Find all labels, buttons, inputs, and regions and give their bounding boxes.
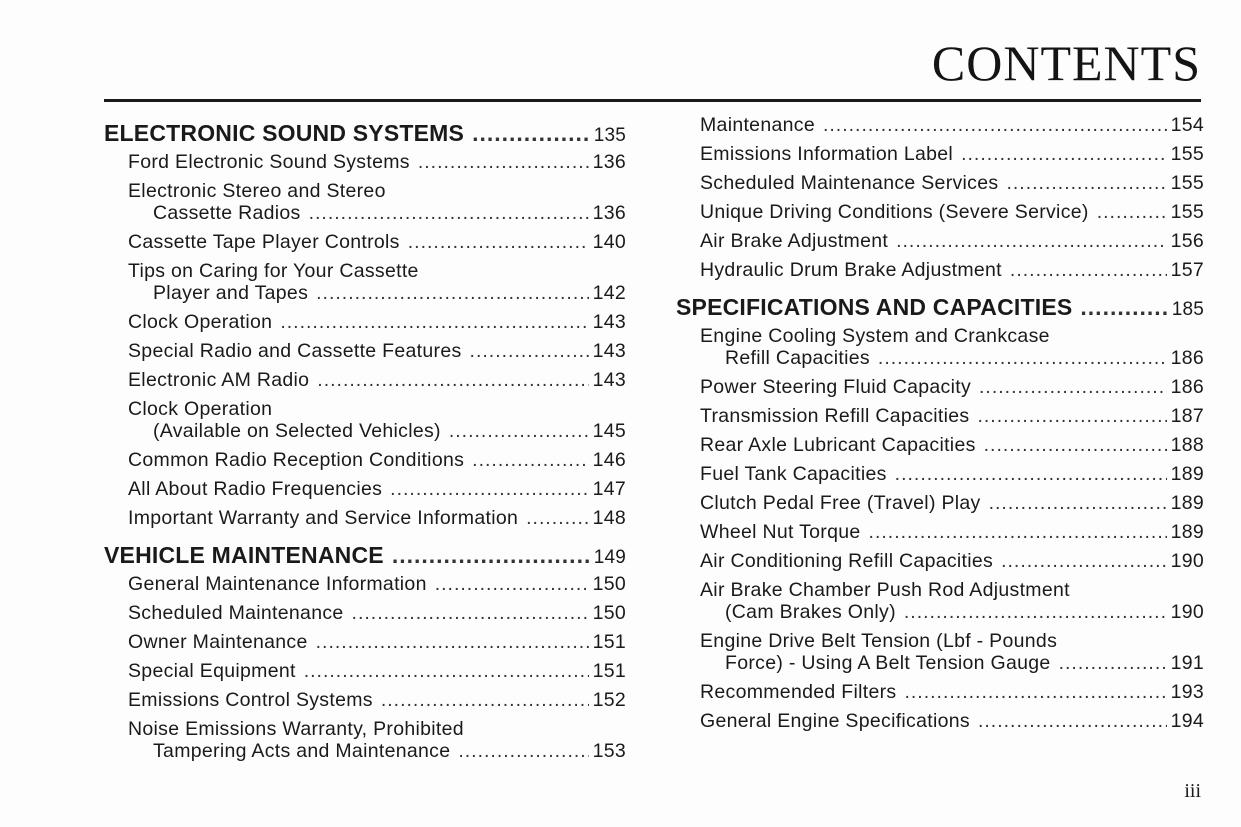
entry-title: All About Radio Frequencies: [128, 478, 383, 500]
entry-line: [128, 478, 626, 500]
toc-entry[interactable]: [676, 376, 1204, 398]
entry-page: 186: [1170, 347, 1204, 369]
entry-title: General Engine Specifications: [700, 710, 970, 732]
entry-title: Scheduled Maintenance Services: [700, 172, 999, 194]
dot-leader: [961, 143, 1167, 165]
entry-line: [700, 259, 1204, 281]
entry-line: [700, 230, 1204, 252]
entry-page: 191: [1170, 652, 1204, 674]
entry-line: [700, 143, 1204, 165]
entry-title: Clutch Pedal Free (Travel) Play: [700, 492, 981, 514]
toc-entry[interactable]: [104, 478, 626, 500]
toc-entry[interactable]: [104, 398, 626, 442]
entry-line: [700, 172, 1204, 194]
toc-entry[interactable]: [104, 340, 626, 362]
entry-title: Scheduled Maintenance: [128, 602, 344, 624]
entry-line: [700, 521, 1204, 543]
dot-leader: [984, 434, 1167, 456]
entry-line: [128, 202, 626, 224]
toc-entry[interactable]: [676, 172, 1204, 194]
toc-entry[interactable]: [676, 681, 1204, 703]
entry-title: Refill Capacities: [725, 347, 870, 369]
entry-page: 193: [1170, 681, 1204, 703]
entry-title: (Available on Selected Vehicles): [153, 420, 441, 442]
entry-page: 152: [592, 689, 626, 711]
entry-line: [700, 201, 1204, 223]
entry-line: [128, 420, 626, 442]
entry-title: General Maintenance Information: [128, 573, 427, 595]
toc-section-heading[interactable]: [676, 288, 1204, 325]
entry-title: Engine Cooling System and Crankcase: [700, 325, 1050, 347]
entry-page: 189: [1170, 521, 1204, 543]
dot-leader: [1059, 652, 1167, 674]
section-page: 149: [593, 547, 626, 568]
entry-page: 148: [592, 507, 626, 529]
dot-leader: [418, 151, 589, 173]
toc-column-left: [104, 114, 626, 769]
toc-entry[interactable]: [104, 151, 626, 173]
entry-page: 143: [592, 369, 626, 391]
entry-page: 187: [1170, 405, 1204, 427]
entry-title: Emissions Information Label: [700, 143, 954, 165]
entry-title: Air Brake Adjustment: [700, 230, 889, 252]
entry-line: [128, 282, 626, 304]
toc-entry[interactable]: [676, 405, 1204, 427]
toc-entry[interactable]: [676, 630, 1204, 674]
entry-title: Wheel Nut Torque: [700, 521, 861, 543]
entry-title: Clock Operation: [128, 398, 273, 420]
entry-page: 156: [1170, 230, 1204, 252]
entry-page: 151: [592, 631, 626, 653]
dot-leader: [904, 681, 1166, 703]
toc-entry[interactable]: [104, 602, 626, 624]
entry-title: Cassette Tape Player Controls: [128, 231, 400, 253]
entry-title: Hydraulic Drum Brake Adjustment: [700, 259, 1002, 281]
entry-line: [128, 449, 626, 471]
toc-entry[interactable]: [104, 507, 626, 529]
page-number: iii: [1184, 780, 1201, 802]
dot-leader: [1006, 172, 1166, 194]
entry-line: [700, 550, 1204, 572]
dot-leader: [449, 420, 589, 442]
entry-line: [700, 405, 1204, 427]
toc-entry[interactable]: [104, 689, 626, 711]
dot-leader: [280, 311, 588, 333]
entry-line: [700, 463, 1204, 485]
section-page: 135: [593, 125, 626, 146]
entry-page: 150: [592, 602, 626, 624]
entry-page: 143: [592, 340, 626, 362]
dot-leader: [381, 689, 589, 711]
entry-line: [128, 507, 626, 529]
entry-line: [128, 660, 626, 682]
toc-section-heading[interactable]: [104, 114, 626, 151]
toc-entry[interactable]: [676, 463, 1204, 485]
toc-entry[interactable]: [104, 631, 626, 653]
entry-page: 143: [592, 311, 626, 333]
dot-leader: [895, 463, 1167, 485]
entry-page: 155: [1170, 201, 1204, 223]
toc-entry[interactable]: [676, 201, 1204, 223]
entry-page: 155: [1170, 143, 1204, 165]
entry-title: Clock Operation: [128, 311, 273, 333]
entry-title: Common Radio Reception Conditions: [128, 449, 465, 471]
entry-title: Player and Tapes: [153, 282, 309, 304]
section-page: 185: [1171, 299, 1204, 320]
toc-section-heading[interactable]: [104, 536, 626, 573]
entry-line: [700, 652, 1204, 674]
toc-column-right: [676, 114, 1204, 739]
entry-page: 190: [1170, 601, 1204, 623]
toc-entry[interactable]: [104, 260, 626, 304]
entry-title: Fuel Tank Capacities: [700, 463, 887, 485]
dot-leader: [304, 660, 589, 682]
dot-leader: [472, 449, 588, 471]
entry-line: [128, 151, 626, 173]
dot-leader: [977, 405, 1166, 427]
dot-leader: [526, 507, 588, 529]
entry-page: 142: [592, 282, 626, 304]
title-rule: [104, 99, 1201, 102]
entry-page: 151: [592, 660, 626, 682]
entry-title: Transmission Refill Capacities: [700, 405, 970, 427]
entry-page: 189: [1170, 463, 1204, 485]
dot-leader: [978, 710, 1167, 732]
toc-entry[interactable]: [104, 449, 626, 471]
entry-line: [128, 573, 626, 595]
dot-leader: [823, 114, 1167, 136]
entry-line: [128, 340, 626, 362]
dot-leader: [390, 478, 588, 500]
entry-page: 190: [1170, 550, 1204, 572]
dot-leader: [317, 369, 588, 391]
toc-entry[interactable]: [676, 710, 1204, 732]
toc-entry[interactable]: [676, 325, 1204, 369]
entry-title: Rear Axle Lubricant Capacities: [700, 434, 976, 456]
toc-entry[interactable]: [676, 579, 1204, 623]
entry-page: 194: [1170, 710, 1204, 732]
entry-line: [128, 231, 626, 253]
section-title: VEHICLE MAINTENANCE: [104, 542, 384, 568]
entry-title: Important Warranty and Service Information: [128, 507, 519, 529]
dot-leader: [1097, 201, 1167, 223]
entry-page: 189: [1170, 492, 1204, 514]
entry-page: 188: [1170, 434, 1204, 456]
entry-line: [128, 369, 626, 391]
entry-page: 154: [1170, 114, 1204, 136]
entry-line: [128, 631, 626, 653]
entry-page: 153: [592, 740, 626, 762]
toc-entry[interactable]: [104, 231, 626, 253]
entry-page: 136: [592, 151, 626, 173]
toc-entry[interactable]: [676, 550, 1204, 572]
entry-line: [700, 114, 1204, 136]
entry-title: Electronic AM Radio: [128, 369, 310, 391]
entry-line: [700, 434, 1204, 456]
entry-title: Tips on Caring for Your Cassette: [128, 260, 419, 282]
entry-page: 146: [592, 449, 626, 471]
dot-leader: [408, 231, 589, 253]
dot-leader: [316, 282, 588, 304]
entry-title: Noise Emissions Warranty, Prohibited: [128, 718, 464, 740]
toc-entry[interactable]: [676, 143, 1204, 165]
toc-entry[interactable]: [676, 114, 1204, 136]
entry-line: [128, 602, 626, 624]
entry-line: [128, 689, 626, 711]
entry-title: Maintenance: [700, 114, 815, 136]
entry-page: 157: [1170, 259, 1204, 281]
section-title: ELECTRONIC SOUND SYSTEMS: [104, 120, 465, 146]
entry-line: [700, 601, 1204, 623]
toc-entry[interactable]: [676, 492, 1204, 514]
toc-entry[interactable]: [676, 259, 1204, 281]
entry-line: [128, 740, 626, 762]
dot-leader: [1010, 259, 1167, 281]
entry-title: Special Equipment: [128, 660, 296, 682]
dot-leader: [896, 230, 1166, 252]
entry-title: Ford Electronic Sound Systems: [128, 151, 410, 173]
entry-line: [700, 347, 1204, 369]
entry-title: Tampering Acts and Maintenance: [153, 740, 451, 762]
entry-line: [700, 376, 1204, 398]
entry-title: Electronic Stereo and Stereo: [128, 180, 386, 202]
toc-entry[interactable]: [104, 369, 626, 391]
entry-line: [128, 311, 626, 333]
toc-entry[interactable]: [104, 573, 626, 595]
toc-entry[interactable]: [104, 660, 626, 682]
entry-title: Recommended Filters: [700, 681, 897, 703]
dot-leader: [435, 573, 589, 595]
section-title: SPECIFICATIONS AND CAPACITIES: [676, 294, 1073, 320]
entry-title: Cassette Radios: [153, 202, 301, 224]
entry-title: Power Steering Fluid Capacity: [700, 376, 971, 398]
dot-leader: [309, 202, 589, 224]
entry-page: 150: [592, 573, 626, 595]
toc-entry[interactable]: [676, 230, 1204, 252]
toc-entry[interactable]: [676, 434, 1204, 456]
dot-leader: [1001, 550, 1166, 572]
entry-title: Special Radio and Cassette Features: [128, 340, 462, 362]
entry-title: Air Brake Chamber Push Rod Adjustment: [700, 579, 1070, 601]
dot-leader: [979, 376, 1167, 398]
entry-title: (Cam Brakes Only): [725, 601, 896, 623]
dot-leader: [989, 492, 1167, 514]
entry-title: Force) - Using A Belt Tension Gauge: [725, 652, 1051, 674]
entry-title: Unique Driving Conditions (Severe Service): [700, 201, 1089, 223]
entry-title: Emissions Control Systems: [128, 689, 373, 711]
page-title: CONTENTS: [931, 35, 1201, 91]
dot-leader: [904, 601, 1167, 623]
entry-page: 136: [592, 202, 626, 224]
dot-leader: [458, 740, 588, 762]
entry-title: Engine Drive Belt Tension (Lbf - Pounds: [700, 630, 1058, 652]
toc-entry[interactable]: [676, 521, 1204, 543]
entry-line: [700, 710, 1204, 732]
dot-leader: [352, 602, 589, 624]
entry-page: 155: [1170, 172, 1204, 194]
entry-page: 147: [592, 478, 626, 500]
dot-leader: [869, 521, 1167, 543]
entry-page: 140: [592, 231, 626, 253]
entry-page: 186: [1170, 376, 1204, 398]
entry-line: [700, 681, 1204, 703]
toc-entry[interactable]: [104, 180, 626, 224]
dot-leader: [470, 340, 589, 362]
entry-line: [700, 492, 1204, 514]
dot-leader: [878, 347, 1167, 369]
toc-entry[interactable]: [104, 718, 626, 762]
entry-page: 145: [592, 420, 626, 442]
dot-leader: [316, 631, 589, 653]
entry-title: Air Conditioning Refill Capacities: [700, 550, 994, 572]
entry-title: Owner Maintenance: [128, 631, 308, 653]
toc-entry[interactable]: [104, 311, 626, 333]
